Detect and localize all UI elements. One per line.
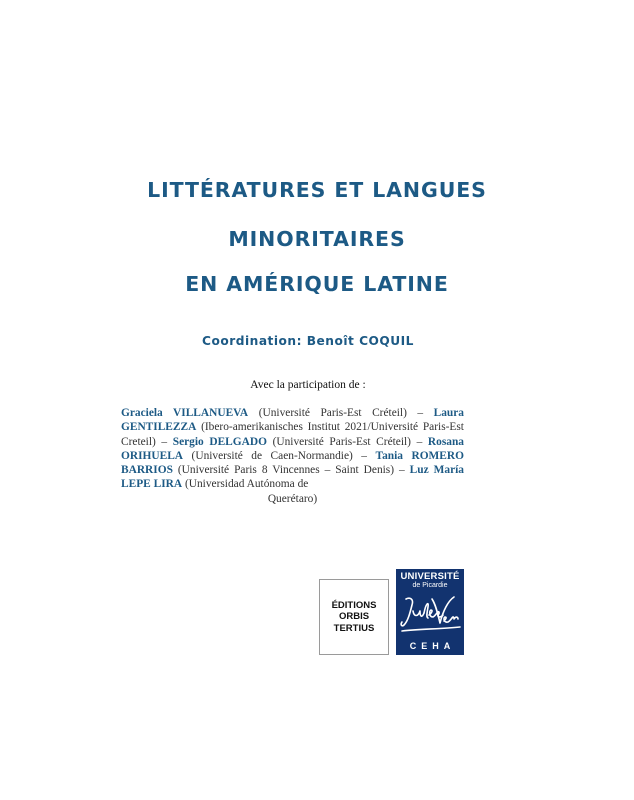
participants-list	[121, 406, 464, 506]
participant-name: Luz María LEPE LIRA	[121, 464, 464, 491]
participant-affiliation: (Université Paris-Est Créteil) –	[258, 407, 424, 419]
participant-affiliation: (Université de Caen-Normandie) –	[191, 449, 367, 462]
participant-name: Tania ROMERO BARRIOS	[121, 449, 464, 477]
participation-label: Avec la participation de :	[250, 379, 366, 391]
participant-affiliation: (Université Paris 8 Vincennes – Saint Denis) –	[177, 464, 405, 477]
title-line-3: EN AMÉRIQUE LATINE	[185, 272, 449, 296]
publisher-logo	[319, 579, 389, 655]
jules-verne-signature	[396, 591, 464, 637]
coordination-line: Coordination: Benoît COQUIL	[202, 334, 414, 348]
participant-affiliation: (Ibero-amerikanisches Institut 2021/Université Paris-Est Creteil) –	[121, 421, 464, 448]
participant-name: Sergio DELGADO	[172, 435, 267, 448]
participant-name: Rosana ORIHUELA	[121, 435, 464, 462]
participant-affiliation: (Université Paris-Est Créteil) –	[272, 435, 423, 448]
publisher-line-3: TERTIUS	[333, 622, 375, 634]
title-line-1: LITTÉRATURES ET LANGUES	[147, 178, 487, 202]
participant-name: Graciela VILLANUEVA	[121, 407, 249, 419]
publisher-line-2: ORBIS	[338, 611, 370, 623]
participant-affiliation: (Universidad Autónoma de	[184, 478, 309, 491]
university-unit: CEHA	[409, 641, 456, 651]
university-logo	[396, 569, 464, 655]
university-subtitle: de Picardie	[412, 582, 448, 589]
university-name: UNIVERSITÉ	[400, 571, 460, 582]
participants-last-line: Querétaro)	[267, 492, 318, 505]
participant-name: Laura GENTILEZZA	[121, 407, 464, 434]
title-line-2: MINORITAIRES	[228, 227, 406, 251]
publisher-line-1: ÉDITIONS	[331, 599, 377, 611]
